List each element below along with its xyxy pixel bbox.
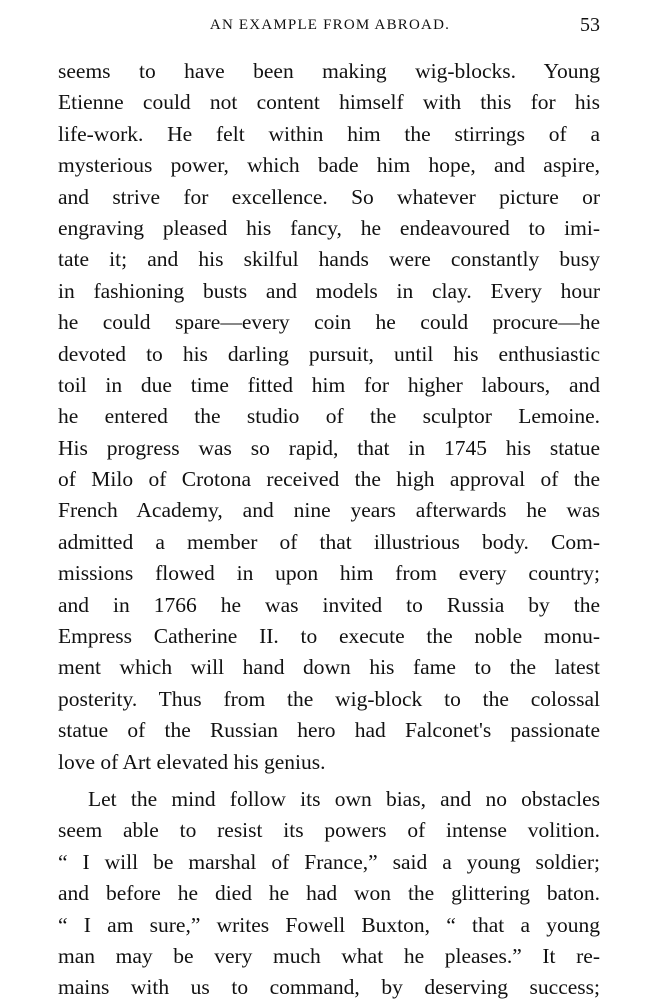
text-line: he entered the studio of the sculptor Lemoine. — [58, 404, 600, 429]
text-line: devoted to his darling pursuit, until his enthusiastic — [58, 341, 600, 366]
text-line: mysterious power, which bade him hope, and aspire, — [58, 153, 600, 178]
text-line: toil in due time fitted him for higher labours, and — [58, 372, 600, 397]
text-line: love of Art elevated his genius. — [58, 749, 326, 774]
text-line: “ I am sure,” writes Fowell Buxton, “ that a young — [58, 912, 600, 937]
text-line: statue of the Russian hero had Falconet's passionate — [58, 718, 600, 743]
running-title: AN EXAMPLE FROM ABROAD. — [209, 17, 451, 33]
text-line: man may be very much what he pleases.” It re- — [58, 943, 600, 968]
text-line: he could spare—every coin he could procure—he — [58, 310, 600, 335]
text-line: Etienne could not content himself with this for his — [58, 90, 600, 115]
text-line: Let the mind follow its own bias, and no obstacles — [88, 786, 600, 811]
text-line: seem able to resist its powers of intense volition. — [58, 818, 600, 843]
text-line: “ I will be marshal of France,” said a young soldier; — [58, 849, 600, 874]
text-line: His progress was so rapid, that in 1745 his statue — [58, 435, 600, 460]
text-line: in fashioning busts and models in clay. Every hour — [58, 278, 600, 303]
page-number: 53 — [580, 14, 600, 36]
text-line: and before he died he had won the glittering baton. — [58, 881, 600, 906]
paragraph — [58, 784, 600, 1004]
text-line: of Milo of Crotona received the high approval of the — [58, 467, 600, 492]
text-line: and strive for excellence. So whatever picture or — [58, 184, 600, 209]
text-line: French Academy, and nine years afterwards he was — [58, 498, 600, 523]
text-line: admitted a member of that illustrious body. Com- — [58, 529, 600, 554]
text-line: Empress Catherine II. to execute the noble monu- — [58, 624, 600, 649]
text-line: engraving pleased his fancy, he endeavoured to imi- — [58, 215, 600, 240]
text-line: mains with us to command, by deserving success; — [58, 975, 600, 1000]
body-text — [58, 56, 600, 1004]
text-line: life-work. He felt within him the stirrings of a — [58, 121, 600, 146]
paragraph — [58, 56, 600, 778]
text-line: ment which will hand down his fame to the latest — [58, 655, 600, 680]
text-line: missions flowed in upon him from every country; — [58, 561, 600, 586]
text-line: seems to have been making wig-blocks. Young — [58, 59, 600, 83]
text-line: posterity. Thus from the wig-block to the colossal — [58, 686, 600, 711]
running-head — [60, 14, 600, 38]
text-line: and in 1766 he was invited to Russia by the — [58, 592, 600, 617]
text-line: tate it; and his skilful hands were constantly busy — [58, 247, 600, 272]
